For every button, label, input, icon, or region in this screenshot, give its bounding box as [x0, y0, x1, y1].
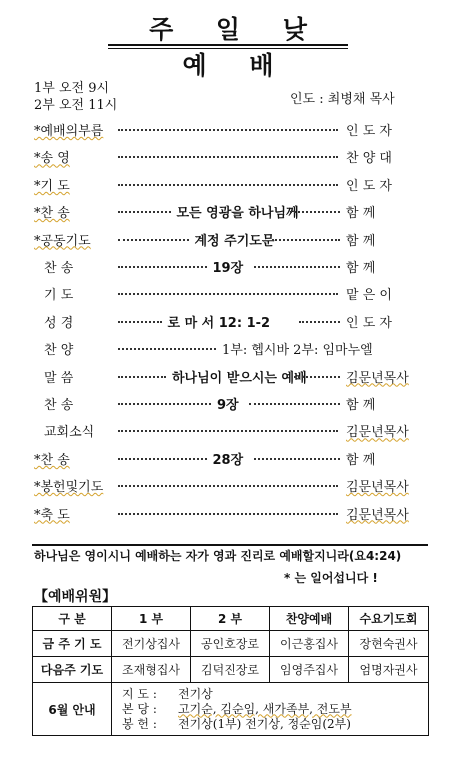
leader-dots — [118, 293, 338, 295]
table-cell: 이근홍집사 — [270, 631, 349, 657]
leader-dots — [299, 321, 341, 323]
order-row — [0, 365, 457, 385]
notice-value: 전기상(1부) 전기상, 정순임(2부) — [178, 716, 351, 731]
table-header-row — [33, 607, 429, 631]
divider — [32, 544, 428, 546]
leader-dots — [118, 184, 338, 186]
order-row — [0, 502, 457, 522]
order-row — [0, 173, 457, 193]
committee-table — [32, 606, 429, 736]
order-label: *찬 송 — [34, 452, 70, 468]
order-label: *축 도 — [34, 507, 70, 523]
leader-dots — [254, 458, 341, 460]
standing-note: * 는 일어섭니다 ! — [284, 571, 378, 585]
table-cell: 김덕진장로 — [191, 657, 270, 683]
order-label: 기 도 — [44, 288, 74, 304]
title-underline — [108, 44, 348, 46]
order-detail: 19장 — [212, 261, 244, 276]
leader-dots — [118, 129, 338, 131]
order-row — [0, 337, 457, 357]
order-detail: 9장 — [217, 398, 239, 413]
order-detail: 1부: 헵시바 2부: 임마누엘 — [222, 343, 373, 359]
leader-dots — [118, 348, 216, 350]
order-person: 인 도 자 — [346, 178, 392, 194]
order-row — [0, 310, 457, 330]
leader-dots — [254, 266, 341, 268]
scripture-verse: 하나님은 영이시니 예배하는 자가 영과 진리로 예배할지니라(요4:24) — [34, 549, 402, 563]
order-person: 함 께 — [346, 398, 376, 413]
order-label: 찬 송 — [44, 398, 74, 413]
order-detail: 계정 주기도문 — [194, 233, 275, 249]
order-row — [0, 474, 457, 494]
order-person: 김문년목사 — [346, 425, 409, 441]
order-row — [0, 282, 457, 302]
notice-key: 본 당 : — [122, 701, 157, 716]
leader-dots — [272, 239, 341, 241]
col-header: 2 부 — [191, 607, 270, 631]
notice-value: 전기상 — [178, 686, 213, 701]
order-person: 맡 은 이 — [346, 288, 392, 304]
notice-key: 봉 헌 : — [122, 716, 157, 731]
order-label: 교회소식 — [44, 425, 95, 441]
table-cell: 엄명자권사 — [349, 657, 429, 683]
leader-dots — [118, 430, 338, 432]
order-label: *송 영 — [34, 151, 70, 167]
leader-dots — [118, 239, 189, 241]
leader-dots — [118, 458, 207, 460]
col-header: 1 부 — [112, 607, 191, 631]
notice-line — [122, 702, 428, 717]
notice-line — [122, 717, 428, 732]
order-person: 인 도 자 — [346, 315, 392, 331]
order-person: 함 께 — [346, 206, 376, 222]
order-label: *봉헌및기도 — [34, 480, 104, 496]
order-detail: 모든 영광을 하나님께 — [176, 206, 299, 222]
order-row — [0, 200, 457, 220]
col-header: 찬양예배 — [270, 607, 349, 631]
row-header: 금 주 기 도 — [33, 631, 112, 657]
order-row — [0, 145, 457, 165]
order-label: 성 경 — [44, 315, 74, 331]
page-title: 주 일 낮 예 배 — [149, 15, 324, 80]
order-person: 인 도 자 — [346, 124, 392, 139]
worship-leader: 인도 : 최병채 목사 — [290, 92, 395, 107]
leader-dots — [118, 156, 338, 158]
table-cell: 임영주집사 — [270, 657, 349, 683]
notice-cell — [112, 683, 429, 736]
order-person: 김문년목사 — [346, 370, 409, 386]
order-label: 찬 양 — [44, 343, 74, 359]
order-label: 찬 송 — [44, 261, 74, 276]
leader-dots — [118, 513, 338, 515]
notice-line — [122, 687, 428, 702]
table-row — [33, 631, 429, 657]
leader-dots — [118, 211, 171, 213]
leader-dots — [290, 211, 341, 213]
leader-dots — [294, 376, 340, 378]
order-label: *공동기도 — [34, 233, 91, 249]
order-row — [0, 255, 457, 275]
leader-dots — [118, 485, 338, 487]
order-detail: 28장 — [212, 452, 244, 468]
table-cell: 장현숙권사 — [349, 631, 429, 657]
service-times — [34, 80, 117, 114]
order-person: 김문년목사 — [346, 507, 409, 523]
col-header: 구 분 — [33, 607, 112, 631]
col-header: 수요기도회 — [349, 607, 429, 631]
table-row — [33, 683, 429, 736]
leader-dots — [118, 266, 207, 268]
order-person: 함 께 — [346, 233, 376, 249]
order-row — [0, 419, 457, 439]
leader-dots — [118, 403, 211, 405]
order-row — [0, 392, 457, 412]
title-underline-thin — [108, 48, 348, 49]
order-row — [0, 447, 457, 467]
notice-value: 고기순, 김순임, 새가족부, 전도부 — [178, 701, 352, 716]
order-person: 찬 양 대 — [346, 151, 392, 167]
leader-dots — [249, 403, 340, 405]
committee-heading: 【예배위원】 — [34, 589, 117, 605]
notice-key: 지 도 : — [122, 686, 157, 701]
order-detail: 로 마 서 12: 1-2 — [167, 315, 271, 331]
service-time-1: 1부 오전 9시 — [34, 81, 110, 96]
service-time-2: 2부 오전 11시 — [34, 98, 118, 113]
order-person: 김문년목사 — [346, 480, 409, 496]
order-person: 함 께 — [346, 261, 376, 276]
row-header: 다음주 기도 — [33, 657, 112, 683]
order-label: *예배의부름 — [34, 124, 104, 139]
order-person: 함 께 — [346, 452, 376, 468]
row-header: 6월 안내 — [33, 683, 112, 736]
leader-dots — [118, 321, 162, 323]
order-label: 말 씀 — [44, 370, 74, 386]
order-row — [0, 228, 457, 248]
order-row — [0, 118, 457, 138]
table-cell: 전기상집사 — [112, 631, 191, 657]
order-label: *찬 송 — [34, 206, 70, 222]
order-detail: 하나님이 받으시는 예배 — [172, 370, 307, 386]
leader-dots — [118, 376, 166, 378]
order-label: *기 도 — [34, 178, 70, 194]
table-cell: 공인호장로 — [191, 631, 270, 657]
table-row — [33, 657, 429, 683]
table-cell: 조재형집사 — [112, 657, 191, 683]
